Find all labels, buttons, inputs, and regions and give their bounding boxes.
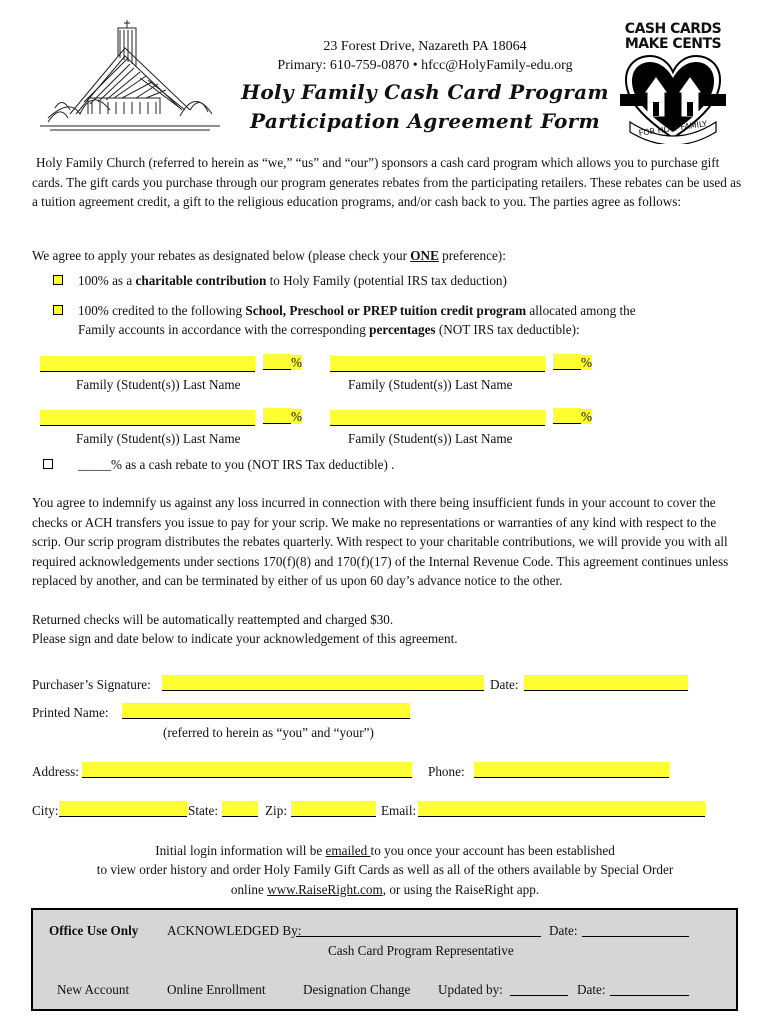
family-percent-3[interactable]: % [263, 408, 302, 426]
terms-paragraph: You agree to indemnify us against any loss incurred in connection with there being insufficient funds in your account to cover the checks or ACH transfers you issue to pay for your scrip. We make no representations or warranties of any kind with respect to the scrip. Our scrip program distributes the rebates quarterly. With respect to your charitable contributions, we will provide you with all required acknowledgements under sections 170(f)(8) and 170(f)(17) of the Internal Revenue Code. This agreement continues unless replaced by another, and can be terminated by either of us upon 60 day’s advance notice to the other. [32, 495, 729, 589]
preference-instruction: We agree to apply your rebates as designated below (please check your ONE preference): [32, 248, 506, 263]
org-contact: Primary: 610-759-0870 • hfcc@HolyFamily-edu.org [277, 58, 573, 73]
family-name-field-4[interactable] [330, 410, 545, 426]
option-tuition: 100% credited to the following School, Preschool or PREP tuition credit program allocated among the [78, 303, 636, 318]
updated-by-label: Updated by: [438, 982, 503, 997]
cash-rebate-checkbox[interactable] [43, 459, 53, 469]
city-field[interactable] [59, 801, 187, 819]
address-field[interactable] [82, 762, 412, 780]
address-label: Address: [32, 764, 79, 779]
updated-by-field[interactable] [510, 983, 568, 996]
office-date-field[interactable] [582, 924, 689, 937]
family-label-4: Family (Student(s)) Last Name [348, 431, 513, 446]
login-line-1: Initial login information will be emailed to you once your account has been established [155, 843, 615, 858]
email-field[interactable] [418, 801, 705, 819]
online-enrollment-label: Online Enrollment [167, 982, 266, 997]
zip-label: Zip: [265, 803, 287, 818]
signature-label: Purchaser’s Signature: [32, 677, 151, 692]
office-use-box [31, 908, 738, 1011]
option-charitable: 100% as a charitable contribution to Holy Family (potential IRS tax deduction) [78, 273, 507, 288]
raiseright-link[interactable]: www.RaiseRight.com [267, 882, 383, 897]
phone-label: Phone: [428, 764, 465, 779]
acknowledged-label: ACKNOWLEDGED By: [167, 923, 302, 938]
city-label: City: [32, 803, 59, 818]
signature-field[interactable] [162, 675, 484, 693]
representative-label: Cash Card Program Representative [328, 943, 514, 958]
login-line-3: online www.RaiseRight.com, or using the RaiseRight app. [230, 882, 540, 897]
option-cash-rebate: _____% as a cash rebate to you (NOT IRS Tax deductible) . [78, 457, 395, 472]
family-percent-4[interactable]: % [553, 408, 592, 426]
state-label: State: [188, 803, 219, 818]
office-date-label: Date: [549, 923, 578, 938]
returned-checks-note: Returned checks will be automatically reattempted and charged $30. [32, 612, 394, 627]
family-name-field-3[interactable] [40, 410, 255, 426]
sign-instruction: Please sign and date below to indicate your acknowledgement of this agreement. [32, 631, 458, 646]
family-percent-2[interactable]: % [553, 354, 592, 372]
state-field[interactable] [222, 801, 258, 819]
family-name-field-2[interactable] [330, 356, 545, 372]
signature-date-label: Date: [490, 677, 519, 692]
logo-top-text: CASH CARDS [624, 21, 722, 37]
cash-cards-logo [620, 22, 726, 144]
office-date2-field[interactable] [610, 983, 689, 996]
acknowledged-field[interactable] [296, 924, 541, 937]
zip-field[interactable] [291, 801, 376, 819]
designation-change-label: Designation Change [303, 982, 411, 997]
office-date2-label: Date: [577, 982, 606, 997]
login-line-2: to view order history and order Holy Family Gift Cards as well as all of the others available by Special Order [96, 862, 674, 877]
referred-note: (referred to herein as “you” and “your”) [163, 725, 374, 740]
family-label-3: Family (Student(s)) Last Name [76, 431, 241, 446]
family-name-field-1[interactable] [40, 356, 255, 372]
tuition-credit-checkbox[interactable] [53, 305, 63, 315]
new-account-label: New Account [57, 982, 130, 997]
intro-paragraph: Holy Family Church (referred to herein as “we,” “us” and “our”) sponsors a cash card program which allows you to purchase gift cards. The gift cards you purchase through our program generates rebates from the participating retailers. These rebates can be used as a tuition agreement credit, a gift to the religious education programs, and/or cash back to you. The parties agree as follows: [32, 155, 742, 210]
phone-field[interactable] [474, 762, 669, 780]
printed-name-label: Printed Name: [32, 705, 109, 720]
form-title-line2: Participation Agreement Form [250, 109, 600, 133]
form-title-line1: Holy Family Cash Card Program [241, 80, 609, 104]
office-use-label: Office Use Only [49, 923, 139, 938]
logo-ribbon-text: FOR HOLY FAMILY [638, 119, 708, 138]
family-label-1: Family (Student(s)) Last Name [76, 377, 241, 392]
printed-name-field[interactable] [122, 703, 410, 721]
email-label: Email: [381, 803, 417, 818]
church-illustration [40, 18, 220, 136]
signature-date-field[interactable] [524, 675, 688, 693]
org-address: 23 Forest Drive, Nazareth PA 18064 [323, 39, 527, 54]
family-label-2: Family (Student(s)) Last Name [348, 377, 513, 392]
charitable-checkbox[interactable] [53, 275, 63, 285]
logo-bottom-text: MAKE CENTS [624, 36, 722, 52]
option-tuition-line2: Family accounts in accordance with the corresponding percentages (NOT IRS tax deductible): [78, 322, 580, 337]
family-percent-1[interactable]: % [263, 354, 302, 372]
